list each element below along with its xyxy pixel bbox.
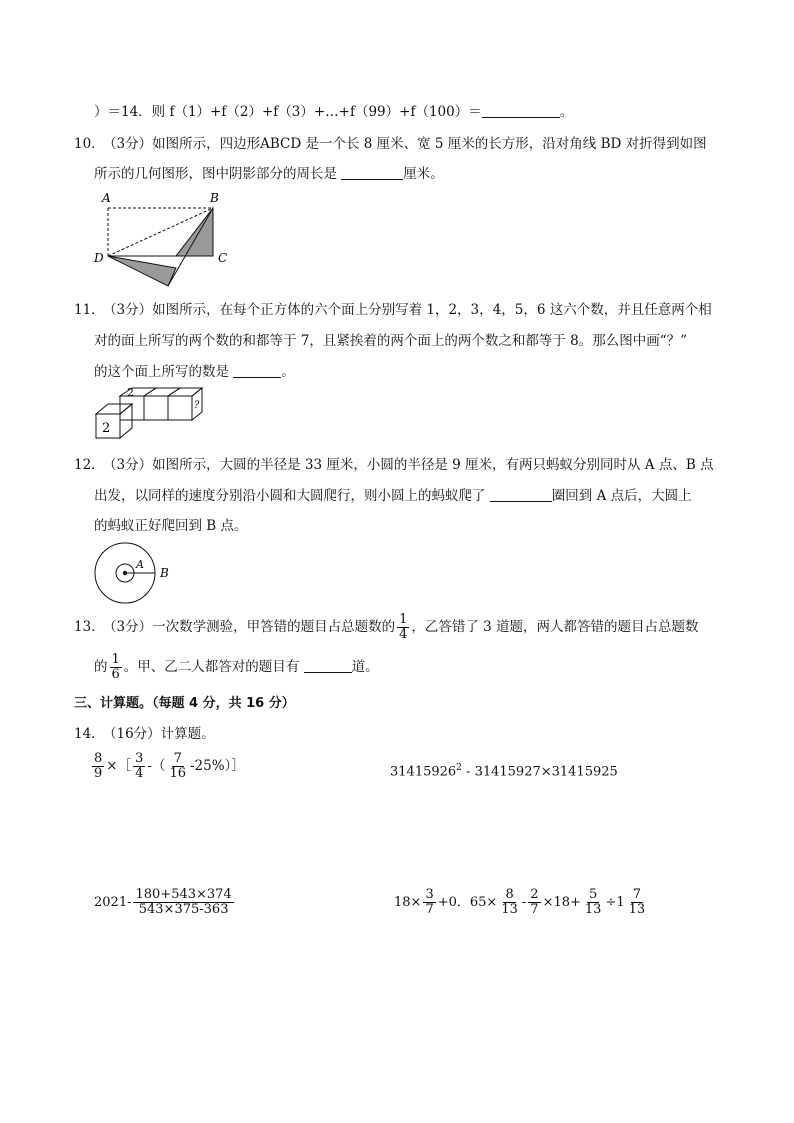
q10-label-b: B — [210, 191, 219, 205]
q13-end: 道。 — [351, 659, 379, 675]
q11-text-line2: 对的面上所写的两个数的和都等于 7，且紧挨着的两个面上的两个数之和都等于 8。那么图中画“？” — [94, 333, 688, 349]
e3-fraction: $\frac{180+543\times 374}{543\times 375-363}$ — [135, 887, 232, 917]
q11-cube-figure — [90, 384, 210, 446]
e4-fraction-2: $\frac{8}{13}$ — [501, 887, 518, 917]
q12-label-b: B — [160, 566, 169, 580]
section-3-heading: 三、计算题。（每题 4 分，共 16 分） — [74, 696, 295, 711]
q12-answer-blank[interactable] — [490, 487, 552, 502]
q14-expression-4: 18× $\frac{3}{7}$ +0．65× $\frac{8}{13}$ - $\frac{2}{7}$ ×18+ $\frac{5}{13}$ ÷1 $\frac{7}{13}$ — [394, 887, 646, 917]
q11-front-number: 2 — [102, 421, 111, 436]
e4-fraction-4: $\frac{5}{13}$ — [584, 887, 602, 917]
q10-number: 10． — [74, 136, 105, 152]
q12-text-2a: 出发，以同样的速度分别沿小圆和大圆爬行，则小圆上的蚂蚁爬了 — [94, 488, 490, 504]
q10-text-2: 所示的几何图形，图中阴影部分的周长是 — [94, 166, 342, 182]
q13-text-1a: （3分）一次数学测验，甲答错的题目占总题数的 — [103, 619, 396, 635]
q10-label-d: D — [94, 251, 104, 265]
q12-label-a: A — [136, 558, 144, 571]
e4-fraction-1: $\frac{3}{7}$ — [425, 887, 434, 917]
q9-answer-blank[interactable] — [482, 103, 560, 118]
q11-number: 11． — [74, 302, 105, 318]
q12-text-line1: （3分）如图所示，大圆的半径是 33 厘米，小圆的半径是 9 厘米，有两只蚂蚁分别同时从 A 点、B 点 — [103, 457, 714, 473]
e1-fraction-b: $\frac{3}{4}$ — [135, 751, 144, 781]
q14-expression-3: 2021- $\frac{180+543\times 374}{543\times 375-363}$ — [94, 887, 232, 917]
q13-text-1b: ，乙答错了 3 道题，两人都答错的题目占总题数 — [411, 619, 699, 635]
q14-expression-1: $\frac{8}{9}$ ×［ $\frac{3}{4}$ -（ $\frac{7}{16}$ -25%）］ — [94, 751, 245, 781]
q9-continuation — [94, 102, 573, 122]
q11-end: 。 — [281, 364, 295, 380]
q10-shaded-right — [176, 208, 213, 256]
q13-answer-blank[interactable] — [304, 658, 352, 673]
q10-label-c: C — [218, 251, 228, 265]
q11-answer-blank[interactable] — [233, 363, 281, 378]
q14-expression-2: 31415926$^2$ - 31415927×31415925 — [390, 763, 618, 780]
q10-label-a: A — [102, 191, 111, 205]
q13-text-2b: 。甲、乙二人都答对的题目有 — [123, 659, 304, 675]
e4-fraction-3: $\frac{2}{7}$ — [530, 887, 539, 917]
q11-top-number: 2 — [127, 386, 134, 399]
q10-unit: 厘米。 — [403, 166, 444, 182]
q11-text-line3 — [94, 362, 295, 382]
e1-fraction-c: $\frac{7}{16}$ — [169, 751, 186, 781]
q12-circles-figure — [92, 538, 182, 608]
q11-question-mark: ? — [194, 400, 200, 411]
q10-answer-blank[interactable] — [341, 165, 403, 180]
q13-number: 13． — [74, 619, 105, 635]
q14-number: 14． — [74, 726, 105, 742]
q11-text-3: 的这个面上所写的数是 — [94, 364, 234, 380]
q13-text-2a: 的 — [94, 659, 108, 675]
q13-text-line2 — [94, 650, 379, 684]
q12-text-line2 — [94, 486, 692, 506]
e1-fraction-a: $\frac{8}{9}$ — [94, 751, 103, 781]
q11-text-line1: （3分）如图所示，在每个正方体的六个面上分别写着 1，2，3，4，5，6 这六个数，并且任意两个相 — [103, 302, 712, 318]
q13-text-line1 — [103, 610, 699, 644]
q14-text: （16分）计算题。 — [103, 726, 215, 742]
q13-fraction-1: $\frac{1}{4}$ — [399, 612, 408, 642]
q9-end: 。 — [559, 104, 574, 120]
q12-text-line3: 的蚂蚁正好爬回到 B 点。 — [94, 518, 248, 534]
q12-text-2b: 圈回到 A 点后，大圆上 — [551, 488, 692, 504]
q10-text-line2 — [94, 164, 444, 184]
q10-text-line1: （3分）如图所示，四边形ABCD 是一个长 8 厘米、宽 5 厘米的长方形，沿对角线 BD 对折得到如图 — [103, 136, 707, 152]
q9-text: ）＝14．则 f（1）+f（2）+f（3）+…+f（99）+f（100）＝ — [94, 104, 482, 120]
e4-fraction-5: $\frac{7}{13}$ — [628, 887, 646, 917]
q10-figure — [88, 188, 238, 292]
q10-shaded-left — [108, 256, 176, 286]
q13-fraction-2: $\frac{1}{6}$ — [111, 652, 120, 682]
q12-number: 12． — [74, 457, 105, 473]
